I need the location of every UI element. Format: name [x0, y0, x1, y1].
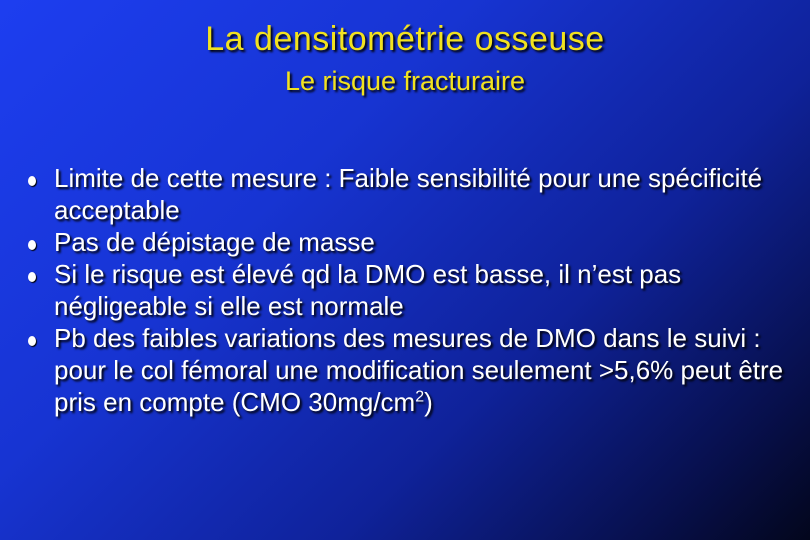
bullet-item	[28, 258, 798, 322]
bullet-text: Si le risque est élevé qd la DMO est basse, il n’est pas négligeable si elle est normale	[54, 259, 682, 321]
bullet-dot-icon	[28, 272, 36, 282]
bullet-text: Pas de dépistage de masse	[54, 227, 375, 257]
bullet-dot-icon	[28, 336, 36, 346]
bullet-item	[28, 162, 798, 226]
bullet-item	[28, 322, 798, 418]
slide-title: La densitométrie osseuse	[205, 20, 605, 58]
slide-subtitle: Le risque fracturaire	[284, 66, 526, 96]
bullet-text: Limite de cette mesure : Faible sensibilité pour une spécificité acceptable	[54, 163, 763, 225]
bullet-text: Pb des faibles variations des mesures de DMO dans le suivi : pour le col fémoral une modification seulement >5,6% peut être pris en compte (CMO 30mg/cm	[54, 323, 784, 417]
bullet-item	[28, 226, 798, 258]
bullet-text-end: )	[424, 387, 433, 417]
bullet-dot-icon	[28, 176, 36, 186]
bullet-dot-icon	[28, 240, 36, 250]
bullet-list	[28, 162, 798, 418]
superscript: 2	[415, 388, 425, 406]
